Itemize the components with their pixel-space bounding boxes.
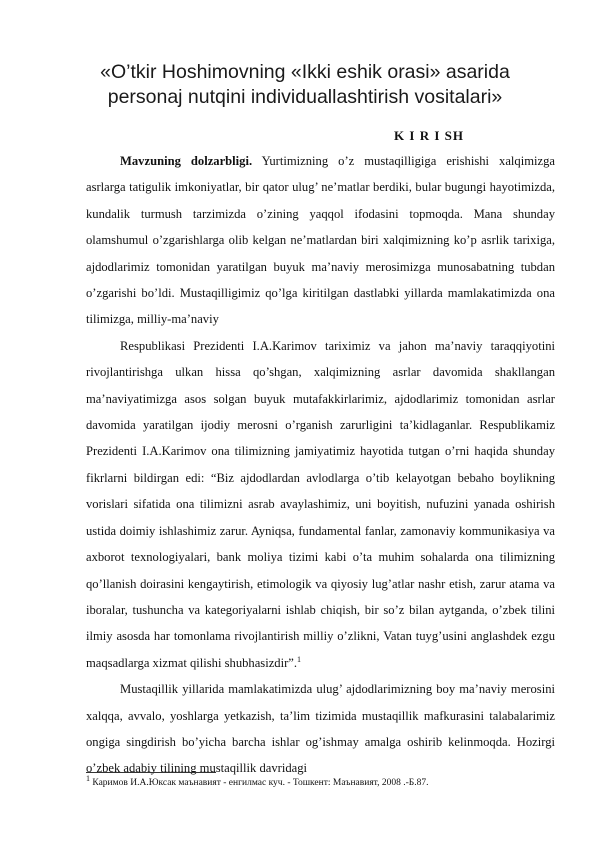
section-heading bbox=[0, 128, 526, 144]
footnote-divider bbox=[86, 772, 216, 773]
footnote-text: Каримов И.А.Юксак маънавият - енгилмас куч. - Тошкент: Маънавият, 2008 .-Б.87. bbox=[90, 778, 429, 788]
footnote-reference[interactable]: 1 bbox=[297, 654, 302, 664]
paragraph-1-lead: Mavzuning dolzarbligi. bbox=[120, 154, 253, 168]
paragraph-3 bbox=[86, 676, 555, 782]
page-title: «O’tkir Hoshimovning «Ikki eshik orasi» asarida personaj nutqini individuallashtirish vositalari» bbox=[100, 61, 510, 108]
paragraph-2-text: Respublikasi Prezidenti I.A.Karimov tariximiz va jahon ma’naviy taraqqiyotini rivojlantirishga ulkan hissa qo’shgan, xalqimizning asrlar davomida shakllangan ma’naviyatimizga asos solgan buyuk mutafakkirlarimiz, ajdodlarimiz tomonidan asrlar davomida yaratilgan ijodiy merosni o’rganish zarurligini ta’kidlaganlar. Respublikamiz Prezidenti I.A.Karimov ona tilimizning jamiyatimiz hayotida tutgan o’rni haqida shunday fikrlarni bildirgan edi: “Biz ajdodlardan avlodlarga o’tib kelayotgan bebaho boylikning vorislari sifatida ona tilimizni asrab avaylashimiz, uni boyitish, nufuzini yanada oshirish ustida doimiy ishlashimiz zarur. Ayniqsa, fundamental fanlar, zamonaviy kommunikasiya va axborot texnologiyalari, bank moliya tizimi kabi o’ta muhim sohalarda ona tilimizning qo’llanish doirasini kengaytirish, etimologik va qiyosiy lug’atlar nashr etish, zarur atama va iboralar, tushuncha va kategoriyalarni ishlab chiqish, bir so’z bilan aytganda, o’zbek tilini ilmiy asosda har tomonlama rivojlantirish milliy o’zlikni, Vatan tuyg’usini anglashdek ezgu maqsadlarga xizmat qilishi shubhasizdir”. bbox=[86, 338, 555, 670]
paragraph-1 bbox=[86, 148, 555, 333]
paragraph-2 bbox=[86, 333, 555, 676]
paragraph-1-text: Yurtimizning o’z mustaqilligiga erishishi xalqimizga asrlarga tatigulik imkoniyatlar, bir qator ulug’ ne’matlar berdiki, bular bugungi hayotimizda, kundalik turmush tarzimizda o’zining yaqqol ifodasini topmoqda. Mana shunday olamshumul o’zgarishlarga olib kelgan ne’matlardan biri xalqimizning ko’p asrlik tarixiga, ajdodlarimiz tomonidan yaratilgan buyuk ma’naviy merosimizga munosabatning tubdan o’zgarishi bo’ldi. Mustaqilligimiz qo’lga kiritilgan dastlabki yillarda mamlakatimizda ona tilimizga, milliy-ma’naviy bbox=[86, 154, 555, 327]
footnote bbox=[86, 773, 555, 789]
body-text bbox=[86, 148, 555, 782]
paragraph-3-text: Mustaqillik yillarida mamlakatimizda ulug’ ajdodlarimizning boy ma’naviy merosini xalqqa, avvalo, yoshlarga yetkazish, ta’lim tizimida mustaqillik mafkurasini talabalarimiz ongiga singdirish bo’yicha barcha ishlar og’ishmay amalga oshirib kelinmoqda. Hozirgi o’zbek adabiy tilining mustaqillik davridagi bbox=[86, 682, 555, 776]
footnote-number: 1 bbox=[86, 773, 90, 783]
section-heading-text: K I R I SH bbox=[394, 128, 464, 143]
